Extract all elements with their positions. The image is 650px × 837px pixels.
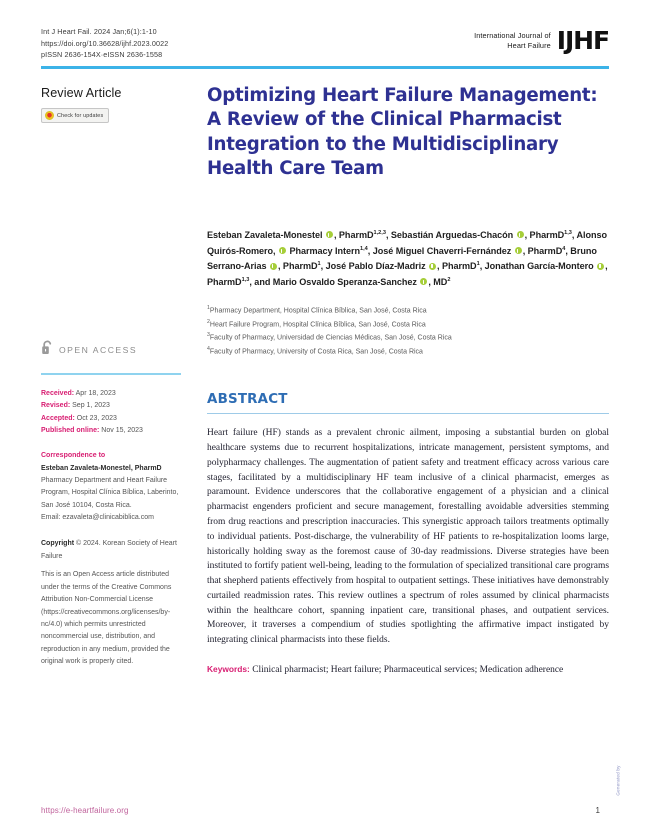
affiliation-marker: 3 [207, 332, 210, 339]
date-row-published [41, 425, 181, 437]
issn-line: pISSN 2636-154X·eISSN 2636-1558 [41, 50, 163, 60]
open-access-label: OPEN ACCESS [59, 345, 138, 355]
orcid-icon[interactable] [326, 231, 333, 238]
affiliation-item [207, 318, 609, 331]
journal-logo-wordmark [474, 31, 551, 50]
sidebar [41, 86, 181, 666]
page-number: 1 [595, 806, 600, 815]
copyright-label: Copyright [41, 540, 75, 548]
affiliation-text: Faculty of Pharmacy, Universidad de Ciencias Médicas, San José, Costa Rica [209, 334, 452, 342]
open-access-block [41, 340, 181, 669]
date-label-revised: Revised: [41, 402, 71, 410]
page-header [41, 26, 609, 61]
orcid-icon[interactable] [515, 247, 522, 254]
affiliation-text: Heart Failure Program, Hospital Clínica Bíblica, San José, Costa Rica [209, 321, 426, 329]
affiliation-text: Faculty of Pharmacy, University of Costa Rica, San José, Costa Rica [209, 347, 423, 355]
publication-dates [41, 388, 181, 438]
unlock-icon [41, 340, 54, 360]
journal-abbreviation-mark: IJHF [556, 26, 609, 55]
orcid-icon[interactable] [597, 263, 604, 270]
affiliation-list [207, 304, 609, 357]
sidebar-divider [41, 373, 181, 375]
affiliation-marker: 2 [207, 318, 210, 325]
keywords-line [207, 663, 609, 677]
date-value-received: Apr 18, 2023 [75, 389, 116, 397]
correspondence-block [41, 450, 181, 524]
date-label-accepted: Accepted: [41, 414, 75, 422]
date-value-published: Nov 15, 2023 [101, 426, 143, 434]
affiliation-marker: 1 [207, 305, 210, 312]
orcid-icon[interactable] [429, 263, 436, 270]
date-value-revised: Sep 1, 2023 [72, 402, 110, 410]
footer-journal-url[interactable]: https://e-heartfailure.org [41, 806, 129, 815]
side-watermark-text: Generated by [615, 764, 621, 796]
affiliation-marker: 4 [207, 345, 210, 352]
orcid-icon[interactable] [517, 231, 524, 238]
journal-name-line-1: International Journal of [474, 30, 551, 40]
crossmark-label: Check for updates [57, 112, 104, 119]
date-label-published: Published online: [41, 426, 100, 434]
date-label-received: Received: [41, 389, 75, 397]
date-row-received [41, 388, 181, 400]
date-row-revised [41, 400, 181, 412]
affiliation-item [207, 331, 609, 344]
affiliation-item [207, 304, 609, 317]
abstract-divider [207, 413, 609, 414]
copyright-value: © 2024. Korean Society of Heart Failure [41, 540, 177, 560]
date-value-accepted: Oct 23, 2023 [76, 414, 117, 422]
date-row-accepted [41, 413, 181, 425]
citation-line-1: Int J Heart Fail. 2024 Jan;6(1):1-10 [41, 27, 157, 36]
copyright-block [41, 538, 181, 669]
header-divider [41, 66, 609, 69]
correspondence-name: Esteban Zavaleta-Monestel, PharmD [41, 464, 162, 472]
affiliation-text: Pharmacy Department, Hospital Clínica Bíblica, San José, Costa Rica [209, 307, 427, 315]
affiliation-item [207, 345, 609, 358]
keywords-label: Keywords: [207, 663, 250, 674]
journal-name-line-2: Heart Failure [507, 40, 551, 50]
abstract-heading: ABSTRACT [207, 391, 288, 407]
main-content [207, 84, 609, 677]
side-watermark [611, 738, 625, 822]
crossmark-icon [45, 111, 54, 120]
page-title: Optimizing Heart Failure Management: A Review of the Clinical Pharmacist Integration to the Multidisciplinary Health Care Team [207, 85, 598, 180]
license-text: This is an Open Access article distributed under the terms of the Creative Commons Attribution Non-Commercial License (https://creativecommons.org/licenses/by-nc/4.0) which permits unrestricted noncommercial use, distribution, and reproduction in any medium, provided the original work is properly cited. [41, 571, 172, 666]
correspondence-address: Pharmacy Department and Heart Failure Program, Hospital Clínica Bíblica, Laberinto, San José 10104, Costa Rica. [41, 477, 179, 509]
copyright-line [41, 538, 181, 563]
keywords-value: Clinical pharmacist; Heart failure; Pharmaceutical services; Medication adherence [252, 664, 564, 675]
doi-link[interactable]: https://doi.org/10.36628/ijhf.2023.0022 [41, 38, 169, 48]
correspondence-heading: Correspondence to [41, 452, 106, 460]
citation-block [41, 26, 168, 61]
orcid-icon[interactable] [270, 263, 277, 270]
abstract-body: Heart failure (HF) stands as a prevalent chronic ailment, imposing a substantial burden on global healthcare systems due to recurrent hospitalizations, intricate management, persistent symptoms, and polypharmacy challenges. The augmentation of patient safety and treatment efficacy across various care stages, facilitated by a multidisciplinary HF team inclusive of a clinical pharmacist, emerges as paramount. Evidence underscores that the collaborative engagement of a physician and a clinical pharmacist engenders proficient and secure management, forestalling avoidable adversities stemming from drug reactions and prescription inaccuracies. This synergistic approach tailors treatments optimally to individual patients. Post-discharge, the vulnerability of HF patients to re-hospitalization looms large, historically holding sway as the foremost cause of 30-day readmissions. Diverse strategies have been instituted to fortify patient well-being, leading to the formulation of specialized transitional care programs that shepherd patients effectively from hospital to outpatient settings. These initiatives have demonstrably curtailed readmission rates. This review outlines a spectrum of roles assumed by clinical pharmacists within the healthcare cohort, spanning inpatient care, transitional phases, and outpatient services. Moreover, it traverses a compendium of studies spotlighting the affirmative impact instigated by integrating clinical pharmacists into these fields. [207, 428, 609, 646]
correspondence-email[interactable]: Email: ezavaleta@clinicabiblica.com [41, 513, 154, 521]
crossmark-badge[interactable] [41, 108, 109, 123]
orcid-icon[interactable] [279, 247, 286, 254]
article-type-label: Review Article [41, 86, 122, 100]
orcid-icon[interactable] [420, 278, 427, 285]
journal-logo [474, 28, 609, 53]
author-list: Esteban Zavaleta-Monestel , PharmD$^{1,2,3}$, Sebastián Arguedas-Chacón , PharmD$^{1,3}$, Alonso Quirós-Romero, Pharmacy Intern$^{1,4}$, José Miguel Chaverri-Fernández , PharmD$^4$, Bruno Serrano-Arias , PharmD$^1$, José Pablo Díaz-Madriz , PharmD$^1$, Jonathan García-Montero , PharmD$^{1,3}$, and Mario Osvaldo Speranza-Sanchez , $MD^2$ [207, 229, 608, 287]
